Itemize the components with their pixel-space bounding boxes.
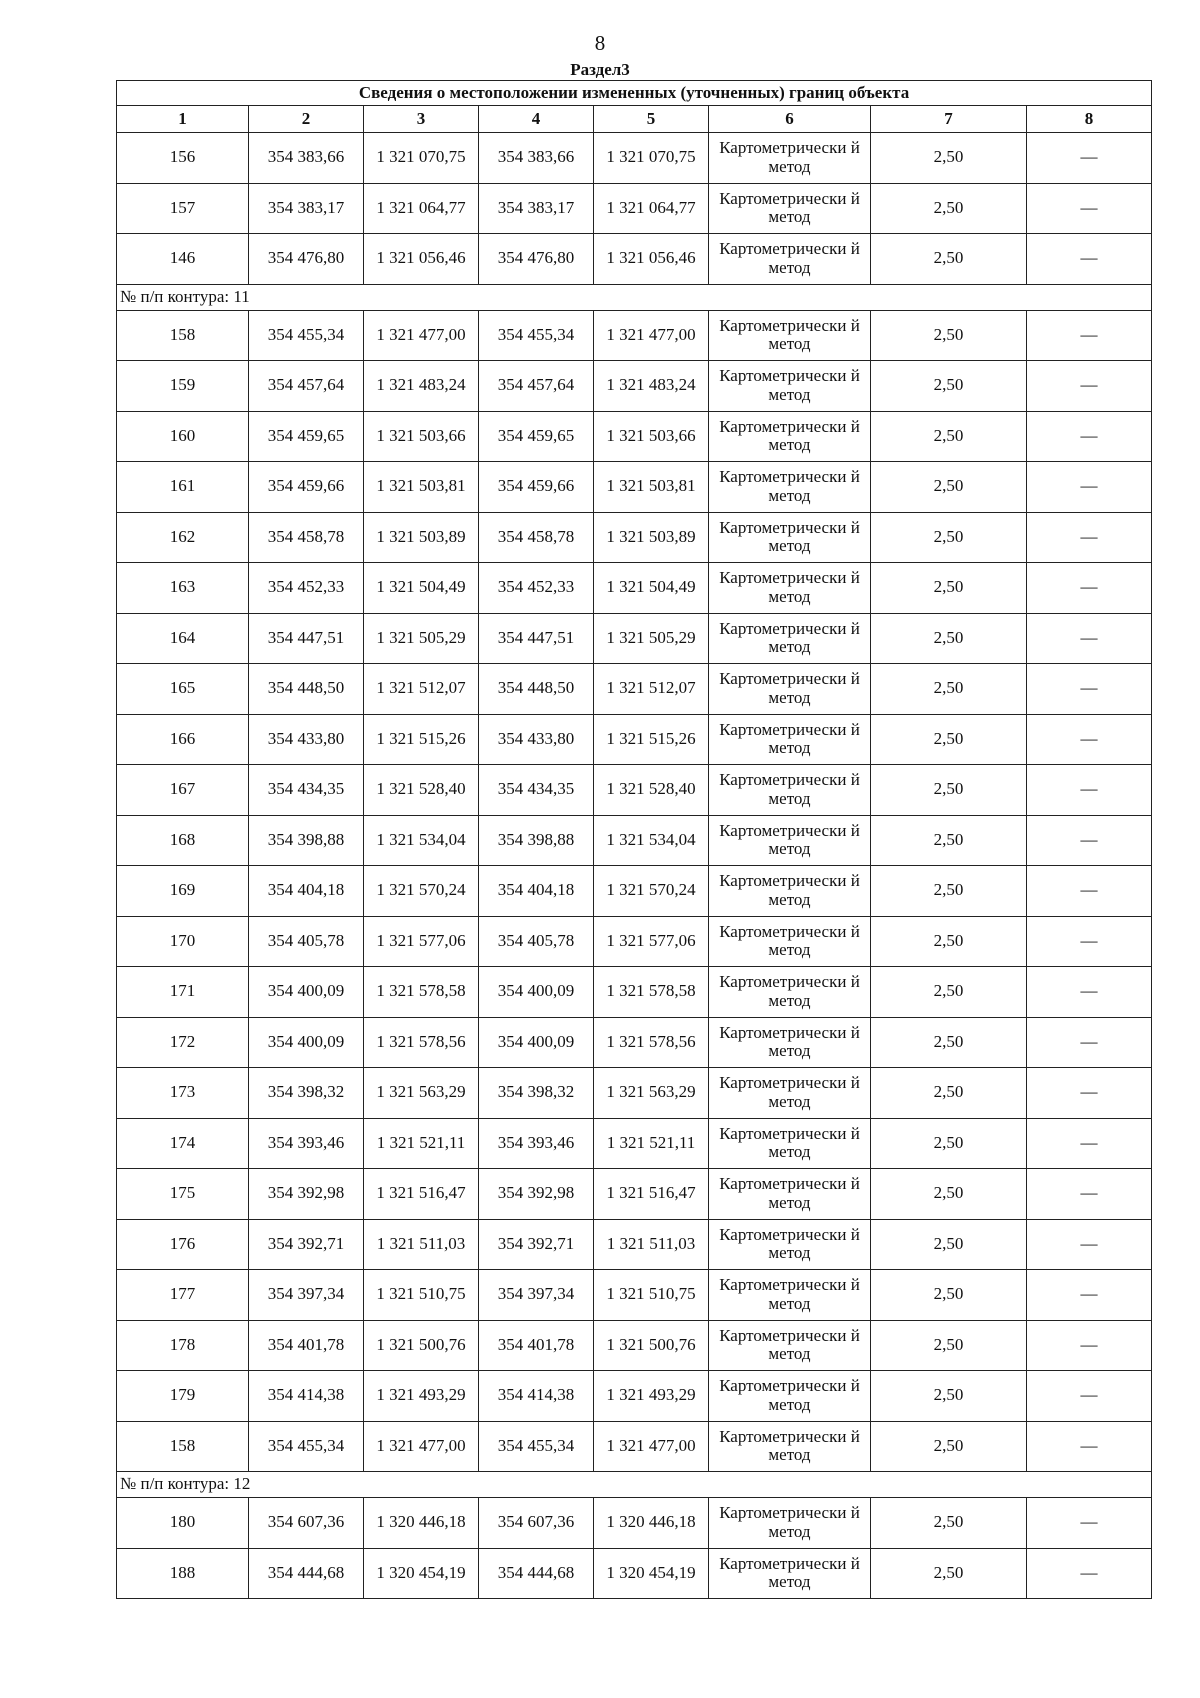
table-cell-col-8: —	[1027, 613, 1152, 664]
table-cell-col-8: —	[1027, 563, 1152, 614]
table-cell-col-8: —	[1027, 1548, 1152, 1599]
table-row	[117, 714, 1152, 765]
table-row	[117, 1371, 1152, 1422]
table-row	[117, 1270, 1152, 1321]
table-cell-col-8: —	[1027, 664, 1152, 715]
table-cell-col-6: Картометрически й метод	[709, 183, 871, 234]
table-cell-col-7: 2,50	[871, 1548, 1027, 1599]
table-row	[117, 462, 1152, 513]
table-cell-col-3: 1 321 578,56	[364, 1017, 479, 1068]
table-cell-col-5: 1 321 510,75	[594, 1270, 709, 1321]
table-cell-col-6: Картометрически й метод	[709, 765, 871, 816]
table-row	[117, 967, 1152, 1018]
table-cell-col-7: 2,50	[871, 1371, 1027, 1422]
table-cell-col-6: Картометрически й метод	[709, 563, 871, 614]
table-row	[117, 411, 1152, 462]
table-cell-col-4: 354 459,65	[479, 411, 594, 462]
table-cell-col-6: Картометрически й метод	[709, 411, 871, 462]
table-cell-col-5: 1 321 064,77	[594, 183, 709, 234]
table-cell-col-5: 1 321 070,75	[594, 133, 709, 184]
table-cell-col-7: 2,50	[871, 234, 1027, 285]
table-cell-col-2: 354 383,17	[249, 183, 364, 234]
table-cell-col-3: 1 321 505,29	[364, 613, 479, 664]
table-cell-col-5: 1 321 528,40	[594, 765, 709, 816]
table-row	[117, 916, 1152, 967]
table-cell-col-6: Картометрически й метод	[709, 1421, 871, 1472]
table-cell-col-3: 1 320 446,18	[364, 1498, 479, 1549]
table-cell-col-2: 354 607,36	[249, 1498, 364, 1549]
table-cell-col-3: 1 321 503,81	[364, 462, 479, 513]
table-cell-col-3: 1 321 570,24	[364, 866, 479, 917]
table-row	[117, 183, 1152, 234]
table-cell-col-5: 1 321 477,00	[594, 1421, 709, 1472]
table-cell-col-2: 354 447,51	[249, 613, 364, 664]
table-cell-col-2: 354 400,09	[249, 1017, 364, 1068]
table-cell-col-1: 180	[117, 1498, 249, 1549]
table-row	[117, 1320, 1152, 1371]
table-cell-col-3: 1 321 477,00	[364, 1421, 479, 1472]
table-cell-col-1: 156	[117, 133, 249, 184]
table-row	[117, 866, 1152, 917]
table-cell-col-5: 1 321 503,81	[594, 462, 709, 513]
table-cell-col-2: 354 383,66	[249, 133, 364, 184]
table-cell-col-7: 2,50	[871, 967, 1027, 1018]
table-cell-col-1: 158	[117, 310, 249, 361]
table-cell-col-1: 179	[117, 1371, 249, 1422]
table-cell-col-7: 2,50	[871, 1169, 1027, 1220]
table-cell-col-6: Картометрически й метод	[709, 967, 871, 1018]
table-cell-col-6: Картометрически й метод	[709, 310, 871, 361]
table-cell-col-8: —	[1027, 361, 1152, 412]
table-cell-col-4: 354 400,09	[479, 967, 594, 1018]
table-cell-col-2: 354 393,46	[249, 1118, 364, 1169]
table-cell-col-2: 354 434,35	[249, 765, 364, 816]
table-cell-col-3: 1 321 070,75	[364, 133, 479, 184]
column-number-1: 1	[117, 106, 249, 133]
table-cell-col-1: 172	[117, 1017, 249, 1068]
table-cell-col-3: 1 321 528,40	[364, 765, 479, 816]
table-cell-col-7: 2,50	[871, 613, 1027, 664]
table-cell-col-8: —	[1027, 815, 1152, 866]
table-row	[117, 613, 1152, 664]
table-cell-col-2: 354 476,80	[249, 234, 364, 285]
table-row	[117, 234, 1152, 285]
table-cell-col-5: 1 321 500,76	[594, 1320, 709, 1371]
table-cell-col-3: 1 321 503,66	[364, 411, 479, 462]
table-cell-col-6: Картометрически й метод	[709, 1219, 871, 1270]
table-cell-col-5: 1 321 577,06	[594, 916, 709, 967]
table-cell-col-7: 2,50	[871, 664, 1027, 715]
column-number-5: 5	[594, 106, 709, 133]
table-cell-col-2: 354 458,78	[249, 512, 364, 563]
table-cell-col-8: —	[1027, 411, 1152, 462]
table-cell-col-7: 2,50	[871, 133, 1027, 184]
column-number-4: 4	[479, 106, 594, 133]
column-number-row	[117, 106, 1152, 133]
table-cell-col-4: 354 607,36	[479, 1498, 594, 1549]
table-row	[117, 1169, 1152, 1220]
table-cell-col-2: 354 455,34	[249, 1421, 364, 1472]
table-cell-col-2: 354 398,88	[249, 815, 364, 866]
table-row	[117, 361, 1152, 412]
table-cell-col-1: 157	[117, 183, 249, 234]
table-cell-col-7: 2,50	[871, 1270, 1027, 1321]
table-cell-col-6: Картометрически й метод	[709, 1068, 871, 1119]
page-number: 8	[594, 31, 606, 55]
table-cell-col-1: 171	[117, 967, 249, 1018]
table-cell-col-3: 1 321 510,75	[364, 1270, 479, 1321]
table-cell-col-4: 354 476,80	[479, 234, 594, 285]
table-cell-col-3: 1 321 578,58	[364, 967, 479, 1018]
table-cell-col-6: Картометрически й метод	[709, 613, 871, 664]
table-cell-col-2: 354 398,32	[249, 1068, 364, 1119]
table-cell-col-5: 1 321 477,00	[594, 310, 709, 361]
table-cell-col-4: 354 392,98	[479, 1169, 594, 1220]
table-cell-col-7: 2,50	[871, 411, 1027, 462]
table-row	[117, 1219, 1152, 1270]
table-cell-col-7: 2,50	[871, 916, 1027, 967]
table-cell-col-5: 1 321 570,24	[594, 866, 709, 917]
table-cell-col-8: —	[1027, 1169, 1152, 1220]
column-number-3: 3	[364, 106, 479, 133]
table-cell-col-1: 188	[117, 1548, 249, 1599]
table-cell-col-6: Картометрически й метод	[709, 1017, 871, 1068]
table-cell-col-3: 1 321 515,26	[364, 714, 479, 765]
table-cell-col-7: 2,50	[871, 1068, 1027, 1119]
table-cell-col-4: 354 459,66	[479, 462, 594, 513]
table-cell-col-3: 1 321 503,89	[364, 512, 479, 563]
table-cell-col-4: 354 400,09	[479, 1017, 594, 1068]
table-cell-col-5: 1 320 454,19	[594, 1548, 709, 1599]
column-number-7: 7	[871, 106, 1027, 133]
table-row	[117, 1068, 1152, 1119]
table-body	[117, 133, 1152, 1599]
table-cell-col-8: —	[1027, 1068, 1152, 1119]
table-cell-col-2: 354 404,18	[249, 866, 364, 917]
table-cell-col-8: —	[1027, 866, 1152, 917]
table-cell-col-6: Картометрически й метод	[709, 916, 871, 967]
table-cell-col-7: 2,50	[871, 462, 1027, 513]
table-cell-col-6: Картометрически й метод	[709, 1169, 871, 1220]
table-cell-col-4: 354 448,50	[479, 664, 594, 715]
table-cell-col-2: 354 459,65	[249, 411, 364, 462]
table-cell-col-3: 1 321 516,47	[364, 1169, 479, 1220]
table-cell-col-2: 354 455,34	[249, 310, 364, 361]
table-cell-col-4: 354 458,78	[479, 512, 594, 563]
table-cell-col-5: 1 321 512,07	[594, 664, 709, 715]
table-cell-col-4: 354 383,17	[479, 183, 594, 234]
table-cell-col-4: 354 455,34	[479, 310, 594, 361]
table-cell-col-6: Картометрически й метод	[709, 462, 871, 513]
table-cell-col-4: 354 398,32	[479, 1068, 594, 1119]
table-caption: Сведения о местоположении измененных (уточненных) границ объекта	[117, 81, 1152, 106]
table-cell-col-5: 1 321 505,29	[594, 613, 709, 664]
table-cell-col-4: 354 405,78	[479, 916, 594, 967]
table-cell-col-5: 1 321 504,49	[594, 563, 709, 614]
table-cell-col-7: 2,50	[871, 1219, 1027, 1270]
table-cell-col-4: 354 392,71	[479, 1219, 594, 1270]
table-cell-col-7: 2,50	[871, 512, 1027, 563]
table-cell-col-1: 170	[117, 916, 249, 967]
table-cell-col-8: —	[1027, 512, 1152, 563]
table-cell-col-6: Картометрически й метод	[709, 815, 871, 866]
contour-separator-row	[117, 284, 1152, 310]
table-cell-col-5: 1 321 578,56	[594, 1017, 709, 1068]
table-cell-col-2: 354 397,34	[249, 1270, 364, 1321]
table-cell-col-3: 1 321 483,24	[364, 361, 479, 412]
table-cell-col-8: —	[1027, 1320, 1152, 1371]
table-cell-col-1: 161	[117, 462, 249, 513]
contour-separator-row	[117, 1472, 1152, 1498]
table-cell-col-6: Картометрически й метод	[709, 1548, 871, 1599]
table-cell-col-1: 158	[117, 1421, 249, 1472]
table-cell-col-5: 1 321 493,29	[594, 1371, 709, 1422]
table-cell-col-4: 354 457,64	[479, 361, 594, 412]
table-cell-col-8: —	[1027, 133, 1152, 184]
table-cell-col-3: 1 321 534,04	[364, 815, 479, 866]
table-cell-col-5: 1 321 483,24	[594, 361, 709, 412]
table-cell-col-1: 178	[117, 1320, 249, 1371]
table-cell-col-6: Картометрически й метод	[709, 866, 871, 917]
table-cell-col-2: 354 457,64	[249, 361, 364, 412]
table-cell-col-7: 2,50	[871, 361, 1027, 412]
table-cell-col-3: 1 321 511,03	[364, 1219, 479, 1270]
table-row	[117, 815, 1152, 866]
table-cell-col-8: —	[1027, 765, 1152, 816]
table-cell-col-3: 1 321 500,76	[364, 1320, 479, 1371]
table-cell-col-7: 2,50	[871, 1320, 1027, 1371]
table-cell-col-8: —	[1027, 183, 1152, 234]
table-cell-col-4: 354 455,34	[479, 1421, 594, 1472]
table-cell-col-4: 354 401,78	[479, 1320, 594, 1371]
table-row	[117, 1017, 1152, 1068]
table-cell-col-5: 1 321 511,03	[594, 1219, 709, 1270]
table-cell-col-6: Картометрически й метод	[709, 512, 871, 563]
table-cell-col-1: 177	[117, 1270, 249, 1321]
table-cell-col-6: Картометрически й метод	[709, 664, 871, 715]
table-cell-col-8: —	[1027, 1118, 1152, 1169]
column-number-8: 8	[1027, 106, 1152, 133]
table-cell-col-5: 1 321 503,66	[594, 411, 709, 462]
table-cell-col-6: Картометрически й метод	[709, 1320, 871, 1371]
table-cell-col-1: 164	[117, 613, 249, 664]
table-cell-col-7: 2,50	[871, 183, 1027, 234]
table-cell-col-5: 1 321 563,29	[594, 1068, 709, 1119]
table-cell-col-2: 354 392,71	[249, 1219, 364, 1270]
table-cell-col-4: 354 433,80	[479, 714, 594, 765]
table-cell-col-8: —	[1027, 310, 1152, 361]
table-cell-col-1: 174	[117, 1118, 249, 1169]
table-cell-col-2: 354 448,50	[249, 664, 364, 715]
table-cell-col-4: 354 444,68	[479, 1548, 594, 1599]
table-cell-col-8: —	[1027, 1017, 1152, 1068]
table-cell-col-1: 175	[117, 1169, 249, 1220]
table-cell-col-3: 1 321 493,29	[364, 1371, 479, 1422]
column-number-2: 2	[249, 106, 364, 133]
table-cell-col-1: 159	[117, 361, 249, 412]
table-cell-col-7: 2,50	[871, 714, 1027, 765]
table-cell-col-1: 146	[117, 234, 249, 285]
table-cell-col-2: 354 444,68	[249, 1548, 364, 1599]
table-cell-col-2: 354 405,78	[249, 916, 364, 967]
table-cell-col-5: 1 321 056,46	[594, 234, 709, 285]
table-row	[117, 664, 1152, 715]
table-cell-col-8: —	[1027, 462, 1152, 513]
table-cell-col-8: —	[1027, 1270, 1152, 1321]
table-cell-col-6: Картометрически й метод	[709, 1270, 871, 1321]
table-cell-col-3: 1 321 056,46	[364, 234, 479, 285]
table-cell-col-1: 169	[117, 866, 249, 917]
table-cell-col-1: 163	[117, 563, 249, 614]
table-cell-col-1: 160	[117, 411, 249, 462]
table-row	[117, 1118, 1152, 1169]
table-cell-col-4: 354 434,35	[479, 765, 594, 816]
contour-label: № п/п контура: 12	[117, 1472, 1152, 1498]
table-cell-col-5: 1 321 515,26	[594, 714, 709, 765]
table-cell-col-6: Картометрически й метод	[709, 1498, 871, 1549]
table-cell-col-8: —	[1027, 1421, 1152, 1472]
table-cell-col-1: 165	[117, 664, 249, 715]
table-cell-col-1: 168	[117, 815, 249, 866]
table-row	[117, 512, 1152, 563]
table-cell-col-5: 1 321 578,58	[594, 967, 709, 1018]
table-cell-col-7: 2,50	[871, 765, 1027, 816]
table-cell-col-2: 354 433,80	[249, 714, 364, 765]
column-number-6: 6	[709, 106, 871, 133]
table-cell-col-6: Картометрически й метод	[709, 133, 871, 184]
table-cell-col-3: 1 321 064,77	[364, 183, 479, 234]
table-cell-col-2: 354 452,33	[249, 563, 364, 614]
table-cell-col-6: Картометрически й метод	[709, 714, 871, 765]
table-cell-col-6: Картометрически й метод	[709, 234, 871, 285]
table-cell-col-7: 2,50	[871, 1498, 1027, 1549]
table-row	[117, 1421, 1152, 1472]
table-cell-col-7: 2,50	[871, 563, 1027, 614]
table-cell-col-6: Картометрически й метод	[709, 361, 871, 412]
table-cell-col-8: —	[1027, 234, 1152, 285]
table-cell-col-2: 354 459,66	[249, 462, 364, 513]
contour-label: № п/п контура: 11	[117, 284, 1152, 310]
table-cell-col-4: 354 447,51	[479, 613, 594, 664]
table-cell-col-3: 1 321 504,49	[364, 563, 479, 614]
table-cell-col-7: 2,50	[871, 866, 1027, 917]
table-cell-col-4: 354 397,34	[479, 1270, 594, 1321]
table-cell-col-3: 1 321 563,29	[364, 1068, 479, 1119]
table-cell-col-3: 1 321 521,11	[364, 1118, 479, 1169]
table-cell-col-1: 162	[117, 512, 249, 563]
table-cell-col-2: 354 400,09	[249, 967, 364, 1018]
table-cell-col-1: 167	[117, 765, 249, 816]
table-cell-col-3: 1 321 512,07	[364, 664, 479, 715]
table-cell-col-8: —	[1027, 1219, 1152, 1270]
table-cell-col-4: 354 398,88	[479, 815, 594, 866]
table-cell-col-4: 354 452,33	[479, 563, 594, 614]
table-cell-col-5: 1 320 446,18	[594, 1498, 709, 1549]
table-cell-col-1: 176	[117, 1219, 249, 1270]
table-cell-col-7: 2,50	[871, 1017, 1027, 1068]
table-cell-col-5: 1 321 503,89	[594, 512, 709, 563]
section-title: Раздел3	[570, 60, 630, 79]
table-cell-col-7: 2,50	[871, 815, 1027, 866]
table-cell-col-7: 2,50	[871, 1118, 1027, 1169]
table-row	[117, 1498, 1152, 1549]
table-cell-col-5: 1 321 534,04	[594, 815, 709, 866]
table-row	[117, 765, 1152, 816]
table-cell-col-5: 1 321 516,47	[594, 1169, 709, 1220]
table-row	[117, 563, 1152, 614]
table-row	[117, 1548, 1152, 1599]
table-cell-col-8: —	[1027, 1498, 1152, 1549]
table-row	[117, 310, 1152, 361]
table-row	[117, 133, 1152, 184]
table-cell-col-8: —	[1027, 967, 1152, 1018]
table-cell-col-8: —	[1027, 714, 1152, 765]
table-cell-col-4: 354 393,46	[479, 1118, 594, 1169]
table-cell-col-6: Картометрически й метод	[709, 1118, 871, 1169]
table-cell-col-3: 1 321 477,00	[364, 310, 479, 361]
table-cell-col-6: Картометрически й метод	[709, 1371, 871, 1422]
table-cell-col-1: 166	[117, 714, 249, 765]
table-cell-col-7: 2,50	[871, 310, 1027, 361]
table-cell-col-4: 354 383,66	[479, 133, 594, 184]
table-cell-col-2: 354 414,38	[249, 1371, 364, 1422]
table-cell-col-8: —	[1027, 916, 1152, 967]
table-cell-col-1: 173	[117, 1068, 249, 1119]
table-cell-col-3: 1 320 454,19	[364, 1548, 479, 1599]
table-cell-col-8: —	[1027, 1371, 1152, 1422]
coordinates-table	[116, 80, 1152, 1599]
table-cell-col-5: 1 321 521,11	[594, 1118, 709, 1169]
table-cell-col-7: 2,50	[871, 1421, 1027, 1472]
table-cell-col-4: 354 404,18	[479, 866, 594, 917]
table-cell-col-2: 354 392,98	[249, 1169, 364, 1220]
table-cell-col-2: 354 401,78	[249, 1320, 364, 1371]
table-cell-col-4: 354 414,38	[479, 1371, 594, 1422]
table-cell-col-3: 1 321 577,06	[364, 916, 479, 967]
